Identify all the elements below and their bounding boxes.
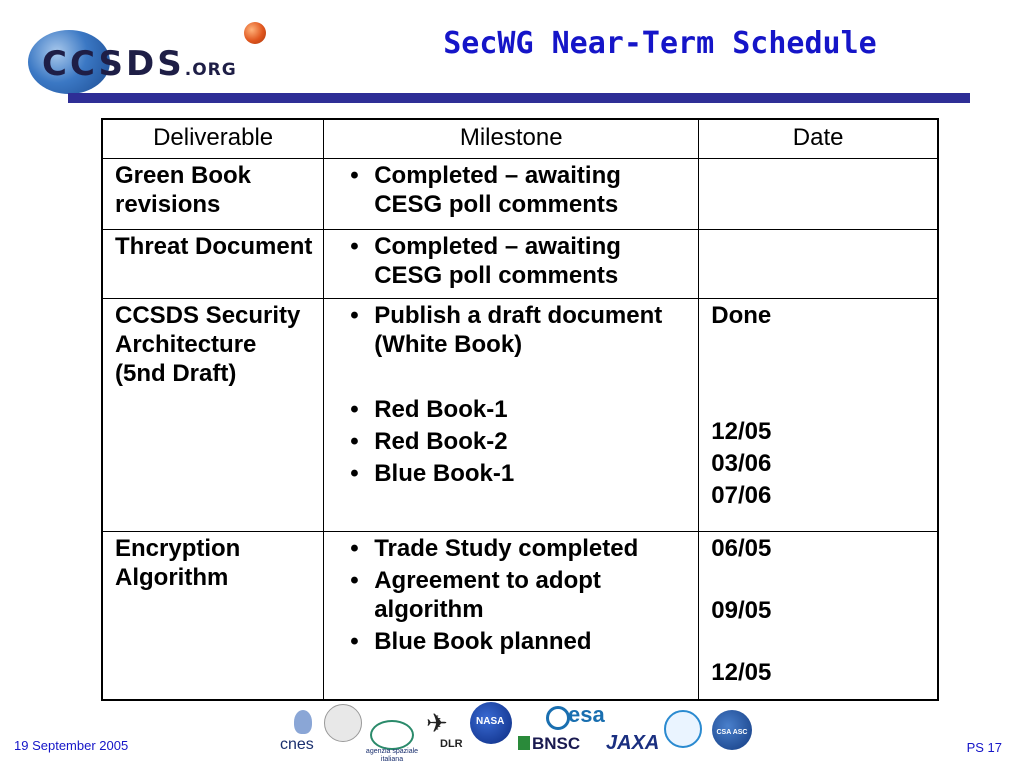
header-milestone: Milestone <box>324 119 699 159</box>
milestone-item: • Red Book-1 <box>336 395 688 424</box>
footer-date: 19 September 2005 <box>14 738 129 753</box>
milestone-cell <box>324 299 699 532</box>
esa-logo-icon <box>546 706 570 730</box>
header-deliverable: Deliverable <box>102 119 324 159</box>
date-cell <box>699 299 938 532</box>
page-number: PS 17 <box>966 740 1002 755</box>
date-value: 07/06 <box>711 482 772 509</box>
date-value: 12/05 <box>711 418 772 445</box>
milestone-item: • Blue Book-1 <box>336 459 688 488</box>
ccsds-logo <box>28 22 298 94</box>
logo-planet-icon <box>244 22 266 44</box>
table-row <box>102 230 938 299</box>
deliverable-cell: Encryption Algorithm <box>102 532 324 700</box>
date-cell <box>699 532 938 700</box>
date-value: 09/05 <box>711 597 772 624</box>
milestone-item: • Trade Study completed <box>336 534 688 563</box>
milestone-item: • Red Book-2 <box>336 427 688 456</box>
deliverable-cell: Green Book revisions <box>102 159 324 230</box>
title-divider <box>68 93 970 103</box>
milestone-cell <box>324 532 699 700</box>
cnes-logo-icon <box>294 710 312 734</box>
deliverable-cell: Threat Document <box>102 230 324 299</box>
schedule-table <box>101 118 939 701</box>
table-row <box>102 532 938 700</box>
bnsc-logo-text: BNSC <box>532 734 581 753</box>
dlr-logo-text: DLR <box>440 738 463 750</box>
roscosmos-logo-icon <box>324 704 362 742</box>
header-date: Date <box>699 119 938 159</box>
milestone-item: • Publish a draft document (White Book) <box>336 301 688 359</box>
slide-title: SecWG Near-Term Schedule <box>443 26 877 61</box>
cnes-logo-text: cnes <box>280 736 314 753</box>
asi-logo-text: agenzia spaziale italiana <box>365 748 419 763</box>
agency-logos <box>280 700 760 766</box>
date-cell <box>699 230 938 299</box>
milestone-cell <box>324 230 699 299</box>
table-row <box>102 159 938 230</box>
logo-text: CCSDS.ORG <box>42 44 237 84</box>
date-value: Done <box>711 302 772 329</box>
milestone-item: • Completed – awaiting CESG poll comments <box>336 232 688 290</box>
date-cell <box>699 159 938 230</box>
date-value: 06/05 <box>711 535 772 562</box>
date-value: 12/05 <box>711 659 772 686</box>
isro-logo-icon <box>664 710 702 748</box>
jaxa-logo: JAXA <box>606 732 660 754</box>
asi-logo-icon <box>370 720 414 750</box>
milestone-cell <box>324 159 699 230</box>
milestone-item: • Completed – awaiting CESG poll comments <box>336 161 688 219</box>
nasa-logo-text: NASA <box>476 716 505 727</box>
dlr-logo-icon: ✈ <box>426 708 448 738</box>
table-row <box>102 299 938 532</box>
date-value: 03/06 <box>711 450 772 477</box>
bnsc-logo-icon <box>518 736 530 750</box>
milestone-item: • Agreement to adopt algorithm <box>336 566 688 624</box>
csa-logo-text: CSA ASC <box>716 729 748 736</box>
esa-logo-text: esa <box>568 702 605 727</box>
deliverable-cell: CCSDS Security Architecture (5nd Draft) <box>102 299 324 532</box>
table-header-row <box>102 119 938 159</box>
milestone-item: • Blue Book planned <box>336 627 688 656</box>
